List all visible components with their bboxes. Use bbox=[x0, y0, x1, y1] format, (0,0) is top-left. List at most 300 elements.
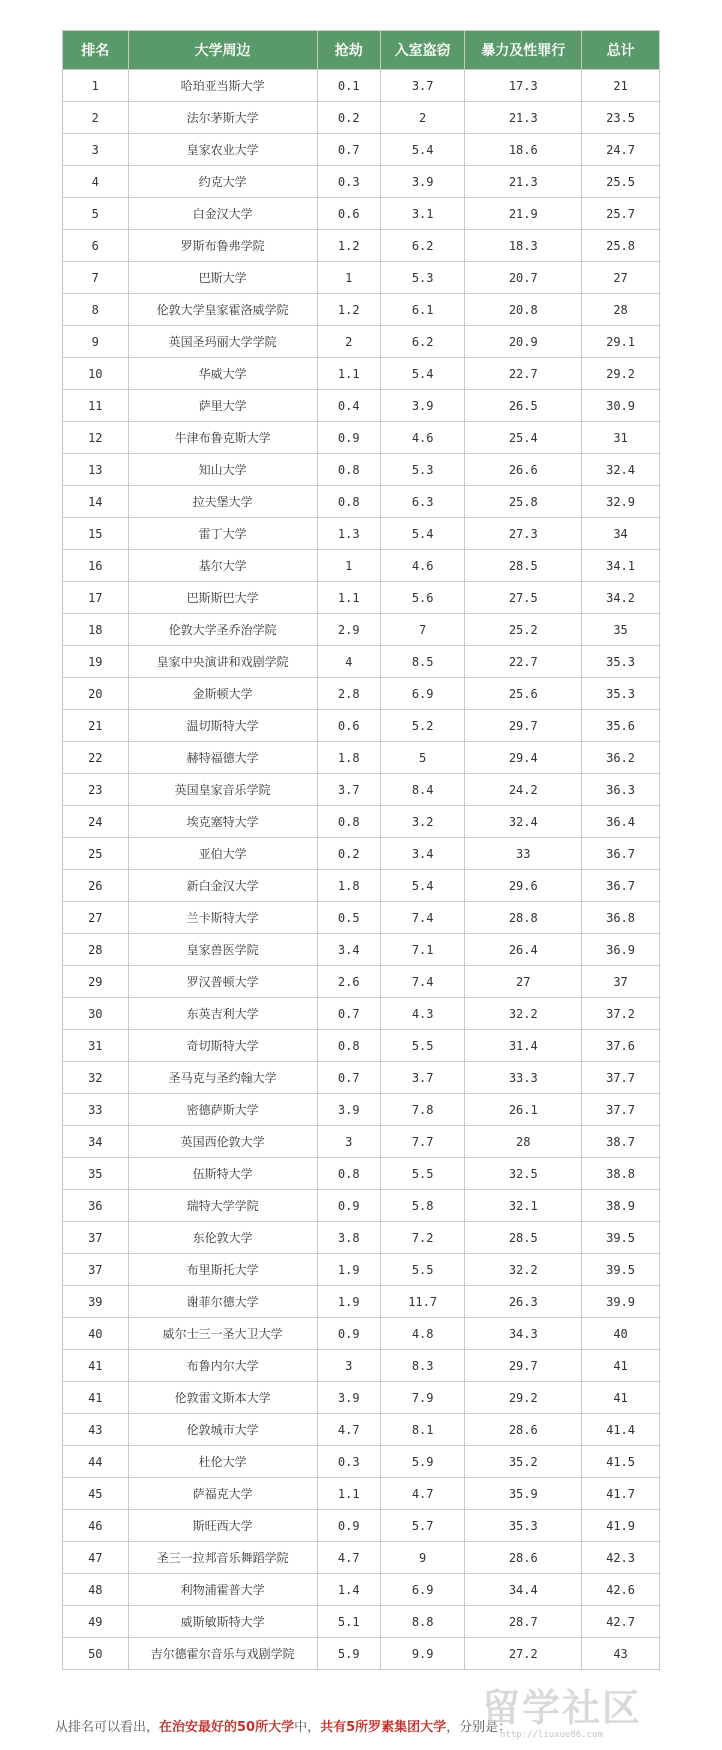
table-cell: 41.7 bbox=[582, 1478, 660, 1510]
table-cell: 7.4 bbox=[380, 966, 464, 998]
table-cell: 3 bbox=[317, 1126, 380, 1158]
table-row bbox=[63, 742, 660, 774]
table-cell: 0.9 bbox=[317, 1318, 380, 1350]
table-row bbox=[63, 1606, 660, 1638]
table-cell: 42.3 bbox=[582, 1542, 660, 1574]
table-cell: 20 bbox=[63, 678, 129, 710]
table-cell: 0.2 bbox=[317, 838, 380, 870]
table-cell: 布里斯托大学 bbox=[128, 1254, 317, 1286]
table-row bbox=[63, 1222, 660, 1254]
table-cell: 0.9 bbox=[317, 1510, 380, 1542]
table-cell: 27 bbox=[465, 966, 582, 998]
table-cell: 5.5 bbox=[380, 1254, 464, 1286]
table-cell: 巴斯大学 bbox=[128, 262, 317, 294]
table-cell: 5.3 bbox=[380, 454, 464, 486]
column-header: 暴力及性罪行 bbox=[465, 31, 582, 70]
table-cell: 15 bbox=[63, 518, 129, 550]
table-cell: 25.8 bbox=[582, 230, 660, 262]
table-cell: 35.9 bbox=[465, 1478, 582, 1510]
table-cell: 1 bbox=[63, 70, 129, 102]
table-cell: 谢菲尔德大学 bbox=[128, 1286, 317, 1318]
table-row bbox=[63, 1414, 660, 1446]
table-cell: 基尔大学 bbox=[128, 550, 317, 582]
table-cell: 4.3 bbox=[380, 998, 464, 1030]
table-cell: 2 bbox=[317, 326, 380, 358]
table-cell: 5.9 bbox=[317, 1638, 380, 1670]
table-cell: 皇家农业大学 bbox=[128, 134, 317, 166]
table-cell: 25.8 bbox=[465, 486, 582, 518]
table-cell: 28 bbox=[63, 934, 129, 966]
table-row bbox=[63, 1126, 660, 1158]
table-cell: 伦敦雷文斯本大学 bbox=[128, 1382, 317, 1414]
table-cell: 3.4 bbox=[380, 838, 464, 870]
table-cell: 26.4 bbox=[465, 934, 582, 966]
table-cell: 3 bbox=[63, 134, 129, 166]
table-cell: 吉尔德霍尔音乐与戏剧学院 bbox=[128, 1638, 317, 1670]
table-cell: 杜伦大学 bbox=[128, 1446, 317, 1478]
table-cell: 48 bbox=[63, 1574, 129, 1606]
table-cell: 28 bbox=[582, 294, 660, 326]
table-cell: 34.2 bbox=[582, 582, 660, 614]
table-cell: 9 bbox=[63, 326, 129, 358]
table-cell: 41.5 bbox=[582, 1446, 660, 1478]
table-cell: 布鲁内尔大学 bbox=[128, 1350, 317, 1382]
table-cell: 牛津布鲁克斯大学 bbox=[128, 422, 317, 454]
table-cell: 5.4 bbox=[380, 134, 464, 166]
table-cell: 38.9 bbox=[582, 1190, 660, 1222]
column-header: 排名 bbox=[63, 31, 129, 70]
column-header: 入室盗窃 bbox=[380, 31, 464, 70]
table-cell: 32.4 bbox=[465, 806, 582, 838]
table-cell: 7.9 bbox=[380, 1382, 464, 1414]
table-cell: 42.7 bbox=[582, 1606, 660, 1638]
table-cell: 7.8 bbox=[380, 1094, 464, 1126]
table-cell: 2 bbox=[63, 102, 129, 134]
table-cell: 0.1 bbox=[317, 70, 380, 102]
table-cell: 0.3 bbox=[317, 166, 380, 198]
table-cell: 温切斯特大学 bbox=[128, 710, 317, 742]
table-cell: 40 bbox=[63, 1318, 129, 1350]
table-cell: 25.7 bbox=[582, 198, 660, 230]
table-row bbox=[63, 678, 660, 710]
table-cell: 25.6 bbox=[465, 678, 582, 710]
table-cell: 37 bbox=[63, 1254, 129, 1286]
table-cell: 32.1 bbox=[465, 1190, 582, 1222]
table-cell: 29.7 bbox=[465, 710, 582, 742]
table-cell: 26.3 bbox=[465, 1286, 582, 1318]
table-cell: 20.8 bbox=[465, 294, 582, 326]
table-cell: 27.5 bbox=[465, 582, 582, 614]
table-cell: 华威大学 bbox=[128, 358, 317, 390]
table-row bbox=[63, 1094, 660, 1126]
table-cell: 35.3 bbox=[582, 646, 660, 678]
table-row bbox=[63, 902, 660, 934]
table-cell: 奇切斯特大学 bbox=[128, 1030, 317, 1062]
table-cell: 35.3 bbox=[465, 1510, 582, 1542]
table-cell: 4.7 bbox=[317, 1542, 380, 1574]
table-row bbox=[63, 1542, 660, 1574]
table-cell: 8.5 bbox=[380, 646, 464, 678]
footer-highlight-2: 共有5所罗素集团大学 bbox=[320, 1720, 447, 1735]
table-cell: 1.8 bbox=[317, 870, 380, 902]
table-cell: 23 bbox=[63, 774, 129, 806]
table-cell: 24 bbox=[63, 806, 129, 838]
table-cell: 21.3 bbox=[465, 166, 582, 198]
table-cell: 6.9 bbox=[380, 1574, 464, 1606]
table-row bbox=[63, 102, 660, 134]
table-cell: 罗斯布鲁弗学院 bbox=[128, 230, 317, 262]
table-row bbox=[63, 70, 660, 102]
table-cell: 31 bbox=[582, 422, 660, 454]
table-cell: 25.5 bbox=[582, 166, 660, 198]
table-cell: 5.4 bbox=[380, 518, 464, 550]
table-row bbox=[63, 1446, 660, 1478]
table-cell: 38.7 bbox=[582, 1126, 660, 1158]
table-cell: 0.9 bbox=[317, 422, 380, 454]
table-cell: 28.6 bbox=[465, 1542, 582, 1574]
table-cell: 3.7 bbox=[380, 1062, 464, 1094]
table-cell: 4.7 bbox=[380, 1478, 464, 1510]
table-cell: 19 bbox=[63, 646, 129, 678]
table-cell: 26 bbox=[63, 870, 129, 902]
table-cell: 雷丁大学 bbox=[128, 518, 317, 550]
table-row bbox=[63, 1638, 660, 1670]
table-cell: 2.8 bbox=[317, 678, 380, 710]
table-cell: 42.6 bbox=[582, 1574, 660, 1606]
table-row bbox=[63, 1030, 660, 1062]
table-cell: 0.8 bbox=[317, 1158, 380, 1190]
table-cell: 28.7 bbox=[465, 1606, 582, 1638]
table-cell: 1.2 bbox=[317, 230, 380, 262]
ranking-sheet bbox=[62, 30, 660, 1670]
table-row bbox=[63, 550, 660, 582]
footer-highlight-1: 在治安最好的50所大学 bbox=[159, 1720, 295, 1735]
table-cell: 29.1 bbox=[582, 326, 660, 358]
table-cell: 21.9 bbox=[465, 198, 582, 230]
table-cell: 9.9 bbox=[380, 1638, 464, 1670]
table-cell: 27 bbox=[582, 262, 660, 294]
table-cell: 18 bbox=[63, 614, 129, 646]
column-header: 总计 bbox=[582, 31, 660, 70]
table-cell: 10 bbox=[63, 358, 129, 390]
table-cell: 37 bbox=[63, 1222, 129, 1254]
table-cell: 28.8 bbox=[465, 902, 582, 934]
table-cell: 3.9 bbox=[317, 1094, 380, 1126]
table-cell: 5.3 bbox=[380, 262, 464, 294]
footer-text-3: ，分别是： bbox=[446, 1720, 512, 1735]
table-cell: 0.6 bbox=[317, 198, 380, 230]
table-cell: 36 bbox=[63, 1190, 129, 1222]
table-cell: 威尔士三一圣大卫大学 bbox=[128, 1318, 317, 1350]
table-cell: 49 bbox=[63, 1606, 129, 1638]
table-cell: 11.7 bbox=[380, 1286, 464, 1318]
table-cell: 7 bbox=[380, 614, 464, 646]
table-cell: 39 bbox=[63, 1286, 129, 1318]
table-row bbox=[63, 358, 660, 390]
table-row bbox=[63, 262, 660, 294]
table-cell: 3.7 bbox=[380, 70, 464, 102]
table-cell: 利物浦霍普大学 bbox=[128, 1574, 317, 1606]
table-cell: 0.6 bbox=[317, 710, 380, 742]
table-cell: 1 bbox=[317, 550, 380, 582]
table-cell: 8.1 bbox=[380, 1414, 464, 1446]
table-cell: 27.2 bbox=[465, 1638, 582, 1670]
table-cell: 35 bbox=[63, 1158, 129, 1190]
table-cell: 5 bbox=[63, 198, 129, 230]
table-cell: 赫特福德大学 bbox=[128, 742, 317, 774]
table-cell: 4.8 bbox=[380, 1318, 464, 1350]
table-cell: 37.6 bbox=[582, 1030, 660, 1062]
table-cell: 29 bbox=[63, 966, 129, 998]
table-cell: 36.4 bbox=[582, 806, 660, 838]
table-cell: 39.5 bbox=[582, 1254, 660, 1286]
table-cell: 5.5 bbox=[380, 1158, 464, 1190]
table-cell: 埃克塞特大学 bbox=[128, 806, 317, 838]
table-row bbox=[63, 518, 660, 550]
table-cell: 巴斯斯巴大学 bbox=[128, 582, 317, 614]
table-cell: 36.2 bbox=[582, 742, 660, 774]
table-row bbox=[63, 998, 660, 1030]
column-header: 大学周边 bbox=[128, 31, 317, 70]
table-cell: 5.2 bbox=[380, 710, 464, 742]
table-cell: 7.2 bbox=[380, 1222, 464, 1254]
watermark-url: http://liuxue86.com bbox=[500, 1730, 603, 1740]
table-cell: 知山大学 bbox=[128, 454, 317, 486]
table-cell: 45 bbox=[63, 1478, 129, 1510]
table-cell: 22.7 bbox=[465, 646, 582, 678]
table-cell: 2.9 bbox=[317, 614, 380, 646]
safety-ranking-table bbox=[62, 30, 660, 1670]
table-cell: 27.3 bbox=[465, 518, 582, 550]
table-cell: 8.4 bbox=[380, 774, 464, 806]
table-cell: 37.7 bbox=[582, 1062, 660, 1094]
table-cell: 17 bbox=[63, 582, 129, 614]
table-cell: 3.2 bbox=[380, 806, 464, 838]
table-cell: 英国圣玛丽大学学院 bbox=[128, 326, 317, 358]
table-cell: 1.3 bbox=[317, 518, 380, 550]
table-cell: 11 bbox=[63, 390, 129, 422]
table-cell: 12 bbox=[63, 422, 129, 454]
table-cell: 白金汉大学 bbox=[128, 198, 317, 230]
table-cell: 26.6 bbox=[465, 454, 582, 486]
table-cell: 斯旺西大学 bbox=[128, 1510, 317, 1542]
table-cell: 5.4 bbox=[380, 870, 464, 902]
table-cell: 3 bbox=[317, 1350, 380, 1382]
table-cell: 34 bbox=[63, 1126, 129, 1158]
table-cell: 32.5 bbox=[465, 1158, 582, 1190]
table-cell: 6 bbox=[63, 230, 129, 262]
table-cell: 7.4 bbox=[380, 902, 464, 934]
table-cell: 英国西伦敦大学 bbox=[128, 1126, 317, 1158]
table-cell: 0.9 bbox=[317, 1190, 380, 1222]
table-cell: 29.4 bbox=[465, 742, 582, 774]
table-cell: 34 bbox=[582, 518, 660, 550]
table-cell: 30 bbox=[63, 998, 129, 1030]
table-row bbox=[63, 230, 660, 262]
table-row bbox=[63, 1062, 660, 1094]
table-cell: 35 bbox=[582, 614, 660, 646]
table-cell: 22.7 bbox=[465, 358, 582, 390]
footer-text-2: 中， bbox=[294, 1720, 321, 1735]
table-cell: 哈珀亚当斯大学 bbox=[128, 70, 317, 102]
table-cell: 0.5 bbox=[317, 902, 380, 934]
table-cell: 35.2 bbox=[465, 1446, 582, 1478]
table-cell: 5.8 bbox=[380, 1190, 464, 1222]
table-cell: 3.9 bbox=[380, 390, 464, 422]
table-cell: 32.2 bbox=[465, 1254, 582, 1286]
table-cell: 亚伯大学 bbox=[128, 838, 317, 870]
table-cell: 瑞特大学学院 bbox=[128, 1190, 317, 1222]
table-cell: 7.7 bbox=[380, 1126, 464, 1158]
table-cell: 34.4 bbox=[465, 1574, 582, 1606]
table-cell: 32.2 bbox=[465, 998, 582, 1030]
table-cell: 31 bbox=[63, 1030, 129, 1062]
table-cell: 32 bbox=[63, 1062, 129, 1094]
table-cell: 新白金汉大学 bbox=[128, 870, 317, 902]
table-cell: 24.2 bbox=[465, 774, 582, 806]
table-row bbox=[63, 326, 660, 358]
table-cell: 4.7 bbox=[317, 1414, 380, 1446]
table-cell: 法尔茅斯大学 bbox=[128, 102, 317, 134]
table-cell: 20.7 bbox=[465, 262, 582, 294]
table-cell: 30.9 bbox=[582, 390, 660, 422]
table-cell: 3.1 bbox=[380, 198, 464, 230]
site-watermark bbox=[482, 1686, 652, 1746]
table-cell: 39.9 bbox=[582, 1286, 660, 1318]
footer-note bbox=[55, 1716, 511, 1735]
table-cell: 20.9 bbox=[465, 326, 582, 358]
table-cell: 圣马克与圣约翰大学 bbox=[128, 1062, 317, 1094]
table-cell: 萨福克大学 bbox=[128, 1478, 317, 1510]
table-row bbox=[63, 1190, 660, 1222]
table-cell: 3.9 bbox=[380, 166, 464, 198]
table-row bbox=[63, 774, 660, 806]
table-cell: 6.3 bbox=[380, 486, 464, 518]
table-cell: 34.1 bbox=[582, 550, 660, 582]
table-cell: 伦敦大学皇家霍洛威学院 bbox=[128, 294, 317, 326]
table-row bbox=[63, 1574, 660, 1606]
table-cell: 伦敦城市大学 bbox=[128, 1414, 317, 1446]
table-cell: 0.7 bbox=[317, 998, 380, 1030]
table-cell: 0.8 bbox=[317, 486, 380, 518]
table-cell: 0.8 bbox=[317, 806, 380, 838]
table-cell: 35.3 bbox=[582, 678, 660, 710]
table-cell: 32.4 bbox=[582, 454, 660, 486]
table-row bbox=[63, 1350, 660, 1382]
table-cell: 37.2 bbox=[582, 998, 660, 1030]
table-cell: 5 bbox=[380, 742, 464, 774]
table-cell: 18.3 bbox=[465, 230, 582, 262]
table-cell: 伍斯特大学 bbox=[128, 1158, 317, 1190]
table-cell: 东英吉利大学 bbox=[128, 998, 317, 1030]
table-cell: 萨里大学 bbox=[128, 390, 317, 422]
table-cell: 0.8 bbox=[317, 454, 380, 486]
table-cell: 21 bbox=[63, 710, 129, 742]
table-cell: 7.1 bbox=[380, 934, 464, 966]
table-row bbox=[63, 934, 660, 966]
table-cell: 36.3 bbox=[582, 774, 660, 806]
table-cell: 金斯顿大学 bbox=[128, 678, 317, 710]
table-cell: 26.1 bbox=[465, 1094, 582, 1126]
table-cell: 6.2 bbox=[380, 230, 464, 262]
table-cell: 5.7 bbox=[380, 1510, 464, 1542]
table-cell: 33 bbox=[63, 1094, 129, 1126]
table-cell: 46 bbox=[63, 1510, 129, 1542]
table-cell: 33 bbox=[465, 838, 582, 870]
table-cell: 41.4 bbox=[582, 1414, 660, 1446]
table-cell: 29.6 bbox=[465, 870, 582, 902]
table-row bbox=[63, 710, 660, 742]
table-cell: 4.6 bbox=[380, 550, 464, 582]
table-cell: 41 bbox=[582, 1382, 660, 1414]
table-cell: 3.7 bbox=[317, 774, 380, 806]
table-cell: 37 bbox=[582, 966, 660, 998]
table-cell: 英国皇家音乐学院 bbox=[128, 774, 317, 806]
table-cell: 16 bbox=[63, 550, 129, 582]
table-cell: 41.9 bbox=[582, 1510, 660, 1542]
table-row bbox=[63, 1286, 660, 1318]
table-cell: 伦敦大学圣乔治学院 bbox=[128, 614, 317, 646]
table-cell: 39.5 bbox=[582, 1222, 660, 1254]
table-cell: 28.5 bbox=[465, 550, 582, 582]
table-cell: 罗汉普顿大学 bbox=[128, 966, 317, 998]
table-cell: 1.1 bbox=[317, 1478, 380, 1510]
table-cell: 24.7 bbox=[582, 134, 660, 166]
table-row bbox=[63, 582, 660, 614]
table-cell: 21 bbox=[582, 70, 660, 102]
table-row bbox=[63, 198, 660, 230]
table-cell: 5.9 bbox=[380, 1446, 464, 1478]
table-row bbox=[63, 1254, 660, 1286]
table-cell: 29.7 bbox=[465, 1350, 582, 1382]
table-cell: 0.8 bbox=[317, 1030, 380, 1062]
table-cell: 3.9 bbox=[317, 1382, 380, 1414]
table-cell: 36.8 bbox=[582, 902, 660, 934]
table-cell: 5.1 bbox=[317, 1606, 380, 1638]
table-cell: 1 bbox=[317, 262, 380, 294]
table-cell: 25 bbox=[63, 838, 129, 870]
watermark-brand: 留学社区 bbox=[482, 1686, 643, 1730]
table-cell: 34.3 bbox=[465, 1318, 582, 1350]
table-cell: 21.3 bbox=[465, 102, 582, 134]
table-row bbox=[63, 870, 660, 902]
table-cell: 47 bbox=[63, 1542, 129, 1574]
table-cell: 东伦敦大学 bbox=[128, 1222, 317, 1254]
table-cell: 31.4 bbox=[465, 1030, 582, 1062]
table-cell: 密德萨斯大学 bbox=[128, 1094, 317, 1126]
table-cell: 18.6 bbox=[465, 134, 582, 166]
table-cell: 1.1 bbox=[317, 358, 380, 390]
table-row bbox=[63, 806, 660, 838]
table-cell: 8 bbox=[63, 294, 129, 326]
table-cell: 0.7 bbox=[317, 134, 380, 166]
table-cell: 28.5 bbox=[465, 1222, 582, 1254]
table-row bbox=[63, 966, 660, 998]
table-cell: 4.6 bbox=[380, 422, 464, 454]
table-cell: 皇家中央演讲和戏剧学院 bbox=[128, 646, 317, 678]
table-cell: 皇家兽医学院 bbox=[128, 934, 317, 966]
table-cell: 25.4 bbox=[465, 422, 582, 454]
table-cell: 2.6 bbox=[317, 966, 380, 998]
table-cell: 29.2 bbox=[465, 1382, 582, 1414]
table-row bbox=[63, 1158, 660, 1190]
table-cell: 圣三一拉邦音乐舞蹈学院 bbox=[128, 1542, 317, 1574]
table-cell: 44 bbox=[63, 1446, 129, 1478]
header-row bbox=[63, 31, 660, 70]
table-cell: 36.9 bbox=[582, 934, 660, 966]
table-cell: 41 bbox=[63, 1350, 129, 1382]
table-cell: 29.2 bbox=[582, 358, 660, 390]
